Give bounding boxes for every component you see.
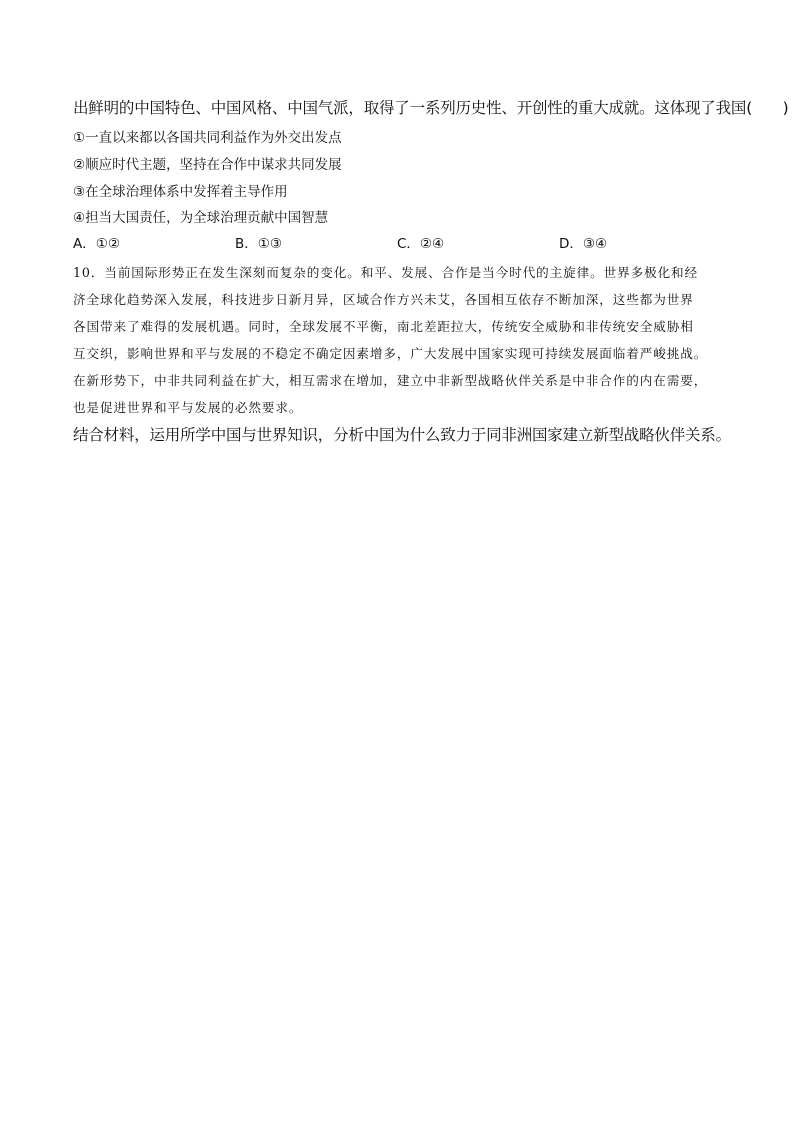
question-9-statement-3: ③在全球治理体系中发挥着主导作用	[73, 184, 288, 200]
question-9-stem: 出鲜明的中国特色、中国风格、中国气派，取得了一系列历史性、开创性的重大成就。这体现了我国( )	[73, 99, 789, 117]
question-9-choices	[73, 232, 693, 250]
question-10-material-line-1: 10．当前国际形势正在发生深刻而复杂的变化。和平、发展、合作是当今时代的主旋律。世界多极化和经	[73, 265, 699, 280]
question-10-material-line-5: 在新形势下，中非共同利益在扩大，相互需求在增加，建立中非新型战略伙伴关系是中非合作的内在需要，	[73, 373, 708, 388]
choice-b: B．①③	[235, 236, 282, 252]
question-10-material-line-2: 济全球化趋势深入发展，科技进步日新月异，区域合作方兴未艾，各国相互依存不断加深，这些都为世界	[73, 292, 694, 307]
question-9-statement-2: ②顺应时代主题，坚持在合作中谋求共同发展	[73, 157, 342, 173]
question-10-material-line-3: 各国带来了难得的发展机遇。同时，全球发展不平衡，南北差距拉大，传统安全威胁和非传统安全威胁相	[73, 319, 694, 334]
question-10-material-line-4: 互交织，影响世界和平与发展的不稳定不确定因素增多，广大发展中国家实现可持续发展面临着严峻挑战。	[73, 346, 708, 361]
question-10-material-line-6: 也是促进世界和平与发展的必然要求。	[73, 400, 303, 415]
question-9-statement-1: ①一直以来都以各国共同利益作为外交出发点	[73, 130, 342, 146]
question-10-task: 结合材料，运用所学中国与世界知识，分析中国为什么致力于同非洲国家建立新型战略伙伴关系。	[73, 426, 731, 444]
choice-c: C．②④	[397, 236, 445, 252]
question-9-statement-4: ④担当大国责任，为全球治理贡献中国智慧	[73, 210, 329, 226]
choice-a: A．①②	[73, 236, 120, 252]
choice-d: D．③④	[559, 236, 608, 252]
